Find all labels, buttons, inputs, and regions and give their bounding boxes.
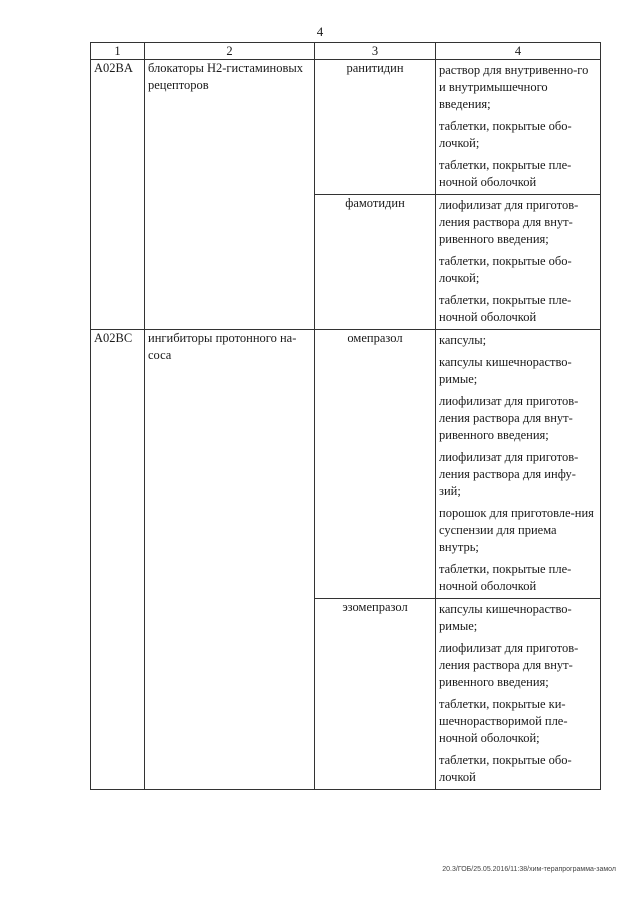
dosage-form: лиофилизат для приготов-ления раствора для инфу-зий;: [439, 450, 579, 498]
drug-table: [90, 42, 601, 790]
header-col-4: 4: [436, 43, 601, 60]
dosage-form: раствор для внутривенно-го и внутримышечного введения;: [439, 63, 589, 111]
dosage-form: таблетки, покрытые ки-шечнорастворимой пле-ночной оболочкой;: [439, 697, 568, 745]
atc-code: A02BA: [91, 60, 145, 330]
page-number: 4: [316, 24, 324, 39]
dosage-form: таблетки, покрытые пле-ночной оболочкой: [439, 562, 572, 593]
dosage-form: капсулы кишечнораство-римые;: [439, 602, 572, 633]
dosage-form: таблетки, покрытые обо-лочкой;: [439, 119, 572, 150]
dosage-form: лиофилизат для приготов-ления раствора для внут-ривенного введения;: [439, 641, 579, 689]
dosage-forms-cell: [436, 599, 601, 790]
dosage-forms-cell: [436, 60, 601, 195]
dosage-form: лиофилизат для приготов-ления раствора для внут-ривенного введения;: [439, 394, 579, 442]
dosage-forms-cell: [436, 195, 601, 330]
drug-inn: эзомепразол: [315, 599, 436, 790]
atc-code: A02BC: [91, 330, 145, 790]
footer-stamp: 20.3/ГОБ/25.05.2016/11:38/хим-терапрограмма-замол: [442, 866, 616, 873]
dosage-form: таблетки, покрытые обо-лочкой;: [439, 254, 572, 285]
drug-inn: омепразол: [315, 330, 436, 599]
atc-group-name: ингибиторы протонного на-соса: [145, 330, 315, 790]
dosage-form: таблетки, покрытые пле-ночной оболочкой: [439, 293, 572, 324]
dosage-forms-cell: [436, 330, 601, 599]
dosage-form: таблетки, покрытые пле-ночной оболочкой: [439, 158, 572, 189]
table-header-row: [91, 43, 601, 60]
dosage-form: таблетки, покрытые обо-лочкой: [439, 753, 572, 784]
atc-group-name: блокаторы Н2-гистаминовых рецепторов: [145, 60, 315, 330]
dosage-form: лиофилизат для приготов-ления раствора для внут-ривенного введения;: [439, 198, 579, 246]
header-col-1: 1: [91, 43, 145, 60]
dosage-form: капсулы;: [439, 333, 487, 347]
dosage-form: порошок для приготовле-ния суспензии для приема внутрь;: [439, 506, 594, 554]
drug-inn: фамотидин: [315, 195, 436, 330]
header-col-3: 3: [315, 43, 436, 60]
header-col-2: 2: [145, 43, 315, 60]
dosage-form: капсулы кишечнораство-римые;: [439, 355, 572, 386]
table-row: [91, 60, 601, 195]
drug-inn: ранитидин: [315, 60, 436, 195]
table-row: [91, 330, 601, 599]
